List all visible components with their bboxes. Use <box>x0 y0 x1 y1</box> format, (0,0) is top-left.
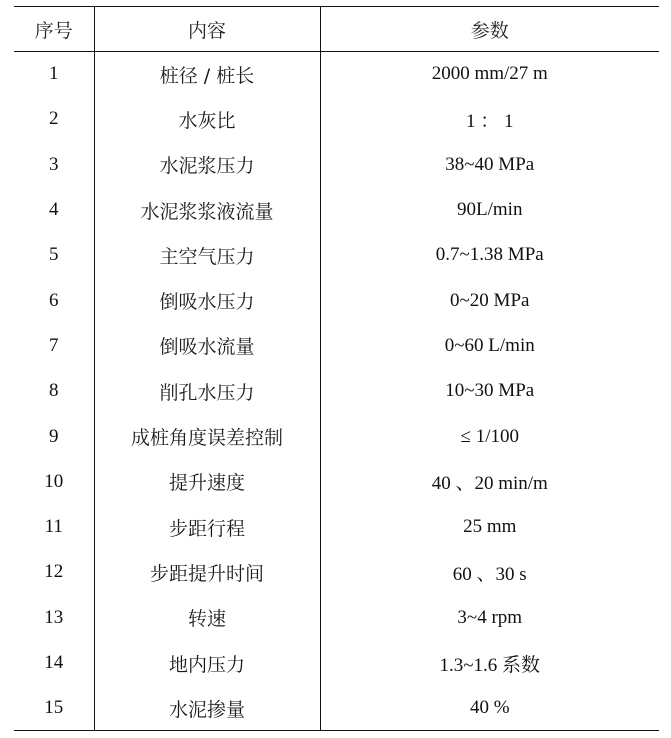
row-item-cell: 桩径 / 桩长 <box>94 52 320 97</box>
row-parameter-cell: ≤ 1/100 <box>460 425 519 447</box>
row-parameter-cell: 2000 mm/27 m <box>431 63 548 85</box>
row-number-cell: 3 <box>14 142 94 187</box>
row-item-cell: 提升速度 <box>94 459 320 504</box>
row-number-cell: 8 <box>14 369 94 414</box>
row-parameter-cell: 38~40 MPa <box>445 153 535 175</box>
table-row <box>14 504 659 549</box>
table-row <box>14 459 659 504</box>
row-number-cell: 15 <box>14 686 94 731</box>
row-number-cell: 4 <box>14 187 94 232</box>
row-parameter-cell: 3~4 rpm <box>457 606 523 628</box>
row-number-cell: 10 <box>14 459 94 504</box>
row-number-cell: 7 <box>14 323 94 368</box>
row-item-cell: 成桩角度误差控制 <box>94 414 320 459</box>
table-row <box>14 233 659 278</box>
table-row <box>14 686 659 731</box>
header-serial-number: 序号 <box>14 7 94 52</box>
row-item-cell: 水泥掺量 <box>94 686 320 731</box>
row-number-cell: 14 <box>14 640 94 685</box>
row-item-cell: 水泥浆浆液流量 <box>94 187 320 232</box>
row-parameter-cell: 10~30 MPa <box>445 380 535 402</box>
row-number-cell: 2 <box>14 97 94 142</box>
row-item-cell: 削孔水压力 <box>94 369 320 414</box>
header-parameter: 参数 <box>470 19 509 42</box>
row-parameter-cell: 90L/min <box>457 199 523 221</box>
table-body <box>14 52 659 731</box>
row-item-cell: 倒吸水流量 <box>94 323 320 368</box>
row-number-cell: 5 <box>14 233 94 278</box>
row-item-cell: 步距行程 <box>94 504 320 549</box>
table-row <box>14 550 659 595</box>
table-row <box>14 414 659 459</box>
row-number-cell: 11 <box>14 504 94 549</box>
row-item-cell: 主空气压力 <box>94 233 320 278</box>
row-parameter-cell: 60 、30 s <box>452 563 527 585</box>
table-row <box>14 142 659 187</box>
row-item-cell: 倒吸水压力 <box>94 278 320 323</box>
row-parameter-cell: 0.7~1.38 MPa <box>435 244 544 266</box>
row-parameter-cell: 1.3~1.6 系数 <box>439 654 541 676</box>
parameter-table <box>14 6 659 731</box>
row-number-cell: 13 <box>14 595 94 640</box>
table-row <box>14 187 659 232</box>
row-number-cell: 9 <box>14 414 94 459</box>
row-parameter-cell: 0~20 MPa <box>450 289 530 311</box>
table-row <box>14 52 659 97</box>
table-row <box>14 640 659 685</box>
header-content: 内容 <box>94 7 320 52</box>
row-item-cell: 步距提升时间 <box>94 550 320 595</box>
row-number-cell: 6 <box>14 278 94 323</box>
row-item-cell: 转速 <box>94 595 320 640</box>
table-row <box>14 595 659 640</box>
table-row <box>14 278 659 323</box>
table-row <box>14 323 659 368</box>
row-number-cell: 12 <box>14 550 94 595</box>
row-parameter-cell: 25 mm <box>463 516 517 538</box>
row-item-cell: 地内压力 <box>94 640 320 685</box>
table-row <box>14 97 659 142</box>
table-header-row <box>14 7 659 52</box>
table-row <box>14 369 659 414</box>
row-item-cell: 水泥浆压力 <box>94 142 320 187</box>
row-parameter-cell: 0~60 L/min <box>444 334 535 356</box>
row-parameter-cell: 40 、20 min/m <box>431 473 548 495</box>
row-number-cell: 1 <box>14 52 94 97</box>
row-parameter-cell: 1 ： 1 <box>465 110 514 132</box>
row-item-cell: 水灰比 <box>94 97 320 142</box>
row-parameter-cell: 40 % <box>469 697 510 719</box>
